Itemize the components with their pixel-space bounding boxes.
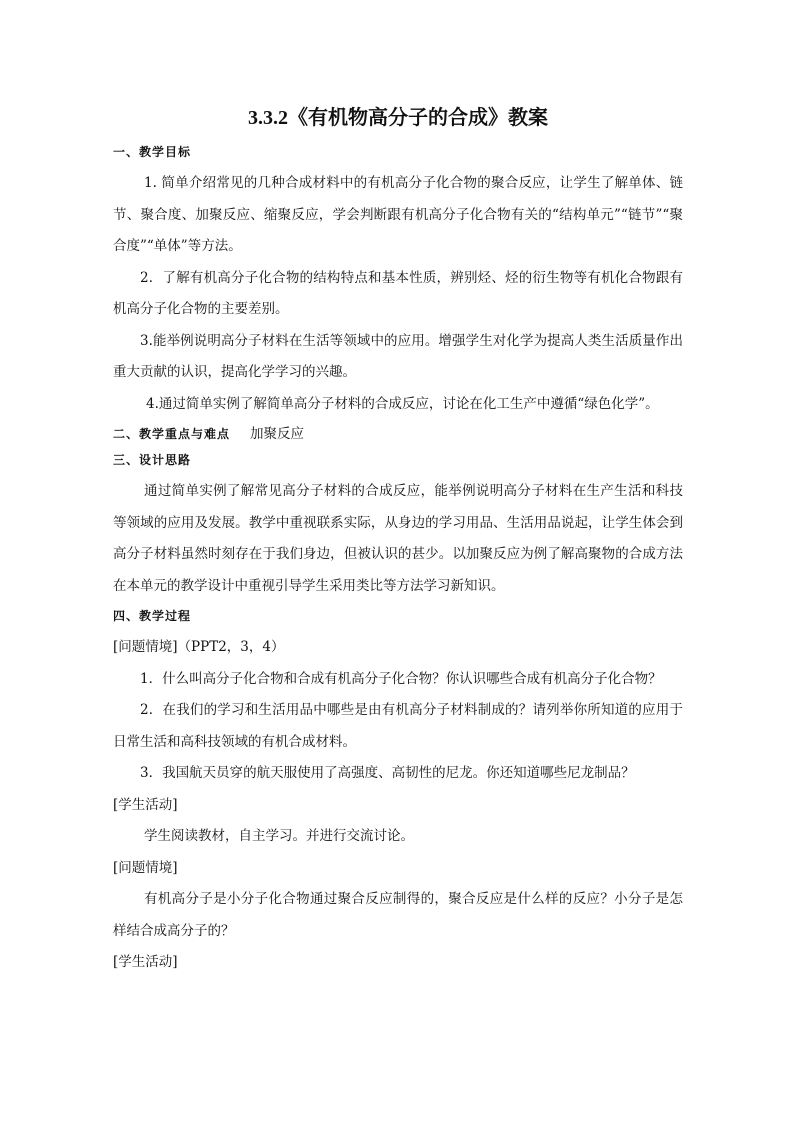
question-item-2: 2．在我们的学习和生活用品中哪些是由有机高分子材料制成的？请列举你所知道的应用于日常生活和高科技领域的有机合成材料。 <box>113 702 683 750</box>
document-content <box>113 104 683 979</box>
problem-situation-label-1: [问题情境]（PPT2，3，4） <box>113 639 285 655</box>
goal-item-3: 3.能举例说明高分子材料在生活等领域中的应用。增强学生对化学为提高人类生活质量作出重大贡献的认识，提高化学学习的兴趣。 <box>113 332 683 380</box>
goal-item-2: 2．了解有机高分子化合物的结构特点和基本性质，辨别烃、烃的衍生物等有机化合物跟有机高分子化合物的主要差别。 <box>113 269 683 317</box>
student-activity-text-1: 学生阅读教材，自主学习。并进行交流讨论。 <box>144 828 414 844</box>
problem-situation-label-2: [问题情境] <box>113 859 178 876</box>
question-item-1: 1．什么叫高分子化合物和合成有机高分子化合物？你认识哪些合成有机高分子化合物？ <box>140 670 662 687</box>
key-points-label: 二、教学重点与难点 <box>113 427 231 441</box>
key-points-content: 加聚反应 <box>250 426 305 442</box>
student-activity-label-2: [学生活动] <box>113 954 178 970</box>
goal-item-4: 4.通过简单实例了解简单高分子材料的合成反应，讨论在化工生产中遵循“绿色化学”。 <box>146 395 659 412</box>
problem-situation-text-2: 有机高分子是小分子化合物通过聚合反应制得的，聚合反应是什么样的反应？小分子是怎样结合成高分子的？ <box>113 891 683 939</box>
section-heading-goals: 一、教学目标 <box>113 145 192 159</box>
question-item-3: 3．我国航天员穿的航天服使用了高强度、高韧性的尼龙。你还知道哪些尼龙制品？ <box>140 765 635 781</box>
section-heading-design: 三、设计思路 <box>113 453 192 467</box>
section-heading-key-points <box>113 424 683 444</box>
document-title: 3.3.2《有机物高分子的合成》教案 <box>248 107 548 129</box>
student-activity-label-1: [学生活动] <box>113 796 178 813</box>
design-paragraph: 通过简单实例了解常见高分子材料的合成反应，能举例说明高分子材料在生产生活和科技等领域的应用及发展。教学中重视联系实际，从身边的学习用品、生活用品说起，让学生体会到高分子材料虽然时刻存在于我们身边，但被认识的甚少。以加聚反应为例了解高聚物的合成方法在本单元的教学设计中重视引导学生采用类比等方法学习新知识。 <box>113 483 683 594</box>
section-heading-process: 四、教学过程 <box>113 609 192 623</box>
goal-item-1: 1. 简单介绍常见的几种合成材料中的有机高分子化合物的聚合反应，让学生了解单体、链节、聚合度、加聚反应、缩聚反应，学会判断跟有机高分子化合物有关的“结构单元”“链节”“聚合度”“单体”等方法。 <box>113 175 683 254</box>
